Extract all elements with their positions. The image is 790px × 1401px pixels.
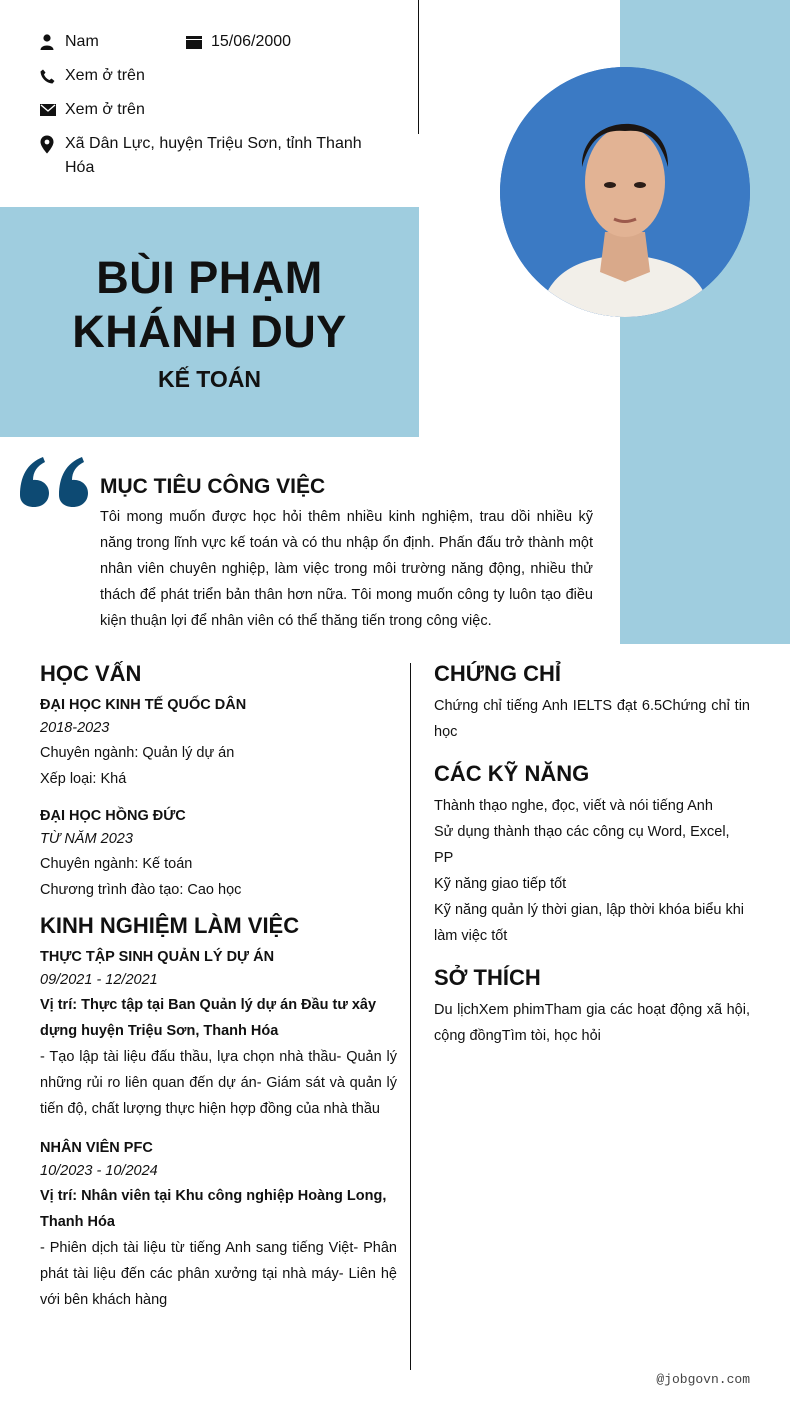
experience-item [40, 1136, 397, 1313]
job-period: 10/2023 - 10/2024 [40, 1163, 158, 1179]
person-icon [40, 30, 65, 54]
education-major: Chuyên ngành: Kế toán [40, 856, 193, 872]
job-position: Vị trí: Nhân viên tại Khu công nghiệp Hoàng Long, Thanh Hóa [40, 1188, 387, 1230]
experience-title: KINH NGHIỆM LÀM VIỆC [40, 913, 300, 938]
name-line1: BÙI PHẠM [96, 252, 323, 303]
address-text [65, 132, 362, 180]
job-name: THỰC TẬP SINH QUẢN LÝ DỰ ÁN [40, 949, 275, 965]
education-item [40, 693, 397, 792]
job-period: 09/2021 - 12/2021 [40, 972, 158, 988]
address-line1: Xã Dân Lực, huyện Triệu Sơn, tỉnh Thanh [65, 135, 362, 152]
gender-text: Nam [65, 33, 99, 50]
top-divider [418, 0, 419, 134]
contact-birthdate [186, 30, 291, 54]
map-pin-icon [40, 132, 65, 156]
hobbies-text: Du lịchXem phimTham gia các hoạt động xã hội, cộng đồngTìm tòi, học hỏi [434, 1002, 750, 1044]
watermark-text: @jobgovn.com [656, 1372, 750, 1387]
email-text: Xem ở trên [65, 101, 145, 118]
job-position: Vị trí: Thực tập tại Ban Quản lý dự án Đầu tư xây dựng huyện Triệu Sơn, Thanh Hóa [40, 997, 377, 1039]
school-name: ĐẠI HỌC HỒNG ĐỨC [40, 808, 186, 824]
right-column [434, 659, 750, 1049]
profile-photo [500, 67, 750, 317]
education-program: Chương trình đào tạo: Cao học [40, 882, 242, 898]
left-column [40, 659, 397, 1313]
contact-address [40, 132, 362, 180]
objective-text: Tôi mong muốn được học hỏi thêm nhiều kinh nghiệm, trau dồi nhiều kỹ năng trong lĩnh vực kế toán và có thu nhập ổn định. Phấn đấu trở thành một nhân viên chuyên nghiệp, làm việc trong môi trường năng động, nhiều thử thách để phát triển bản thân hơn nữa. Tôi mong muốn công ty luôn tạo điều kiện thuận lợi để nhân viên có thể thăng tiến trong công việc. [100, 509, 593, 629]
contact-gender [40, 30, 99, 54]
quote-icon [18, 455, 92, 514]
skills-title: CÁC KỸ NĂNG [434, 761, 590, 786]
mail-icon [40, 98, 65, 122]
job-title: KẾ TOÁN [157, 366, 262, 392]
skill-item: Thành thạo nghe, đọc, viết và nói tiếng Anh [434, 798, 713, 814]
contact-phone [40, 64, 145, 88]
job-name: NHÂN VIÊN PFC [40, 1140, 153, 1156]
phone-text: Xem ở trên [65, 67, 145, 84]
school-name: ĐẠI HỌC KINH TẾ QUỐC DÂN [40, 697, 247, 713]
name-banner [0, 207, 419, 437]
education-title: HỌC VẤN [40, 661, 142, 686]
hobbies-title: SỞ THÍCH [434, 965, 541, 990]
education-period: 2018-2023 [40, 720, 110, 736]
experience-item [40, 945, 397, 1122]
calendar-icon [186, 30, 211, 54]
job-description: - Phiên dịch tài liệu từ tiếng Anh sang tiếng Việt- Phân phát tài liệu đến các phân xưởng tại nhà máy- Liên hệ với bên khách hàng [40, 1240, 397, 1308]
skill-item: Sử dụng thành thạo các công cụ Word, Excel, PP [434, 824, 730, 866]
education-grade: Xếp loại: Khá [40, 771, 127, 787]
education-item [40, 804, 397, 903]
education-period: TỪ NĂM 2023 [40, 831, 133, 847]
address-line2: Hóa [65, 159, 95, 176]
skill-item: Kỹ năng giao tiếp tốt [434, 876, 567, 892]
certificates-text: Chứng chỉ tiếng Anh IELTS đạt 6.5Chứng chỉ tin học [434, 698, 750, 740]
objective-title: MỤC TIÊU CÔNG VIỆC [100, 475, 326, 498]
name-line2: KHÁNH DUY [72, 306, 347, 357]
phone-icon [40, 64, 65, 88]
job-description: - Tạo lập tài liệu đấu thầu, lựa chọn nhà thầu- Quản lý những rủi ro liên quan đến dự án- Giám sát và quản lý tiến độ, chất lượng thực hiện hợp đồng của nhà thầu [40, 1049, 397, 1117]
contact-email [40, 98, 145, 122]
education-major: Chuyên ngành: Quản lý dự án [40, 745, 235, 761]
birthdate-text: 15/06/2000 [211, 33, 292, 50]
certificates-title: CHỨNG CHỈ [434, 661, 562, 686]
skill-item: Kỹ năng quản lý thời gian, lập thời khóa biểu khi làm việc tốt [434, 902, 745, 944]
column-divider [410, 663, 411, 1370]
candidate-name [0, 251, 419, 359]
